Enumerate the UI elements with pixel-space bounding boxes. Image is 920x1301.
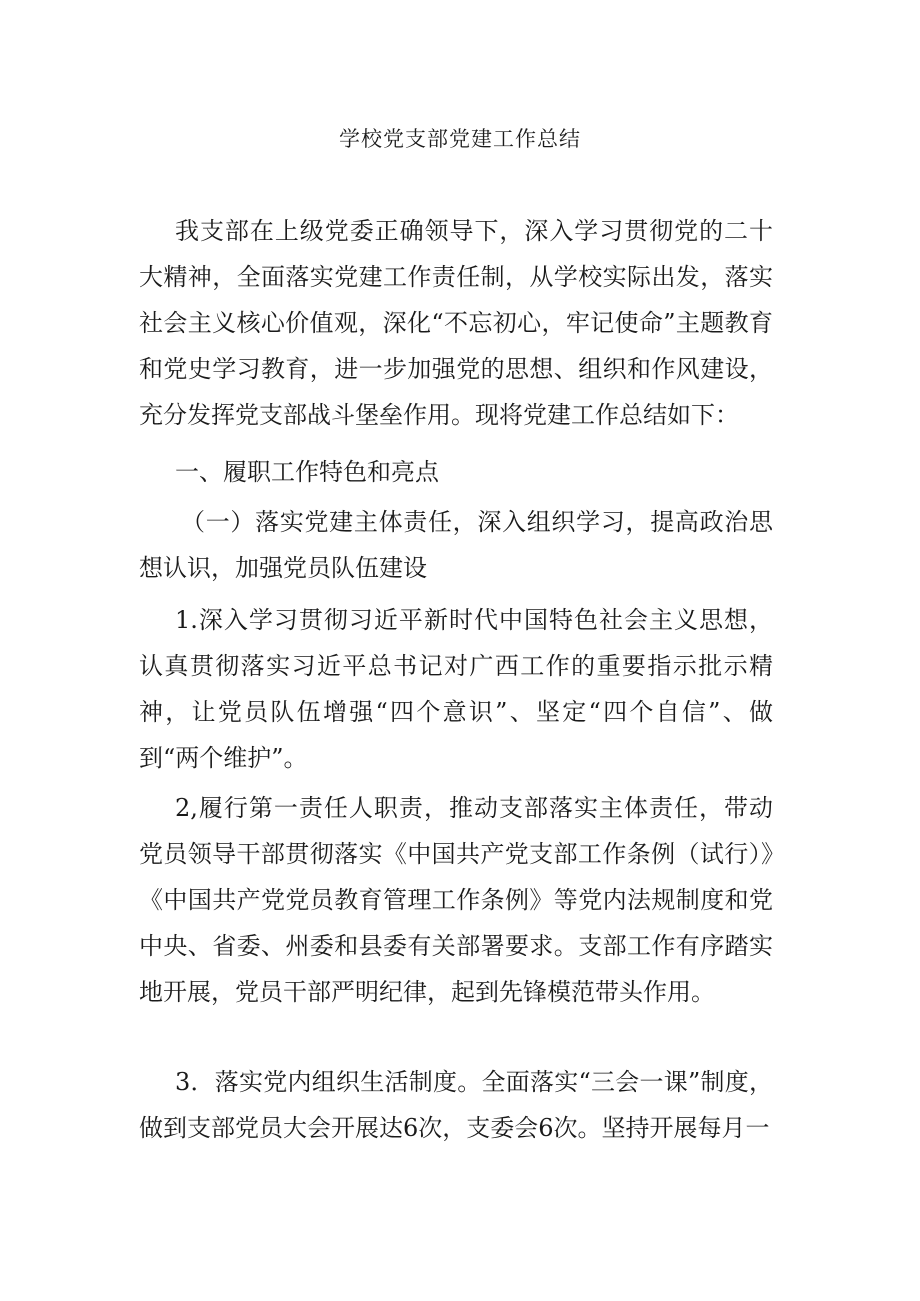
section-heading-1: 一、履职工作特色和亮点 bbox=[175, 458, 439, 486]
intro-paragraph: 我支部在上级党委正确领导下，深入学习贯彻党的二十大精神，全面落实党建工作责任制，从学校实际出发，落实社会主义核心价值观，深化“不忘初心，牢记使命”主题教育和党史学习教育，进一步加强党的思想、组织和作风建设，充分发挥党支部战斗堡垒作用。现将党建工作总结如下： bbox=[139, 217, 773, 429]
list-item-3: 3．落实党内组织生活制度。全面落实“三会一课”制度，做到支部党员大会开展达6次，支委会6次。坚持开展每月一 bbox=[139, 1068, 773, 1142]
list-item-2: 2,履行第一责任人职责，推动支部落实主体责任，带动党员领导干部贯彻落实《中国共产党支部工作条例（试行）》《中国共产党党员教育管理工作条例》等党内法规制度和党中央、省委、州委和县委有关部署要求。支部工作有序踏实地开展，党员干部严明纪律，起到先锋模范带头作用。 bbox=[139, 794, 773, 1006]
document-title: 学校党支部党建工作总结 bbox=[339, 127, 581, 151]
list-item-1: 1.深入学习贯彻习近平新时代中国特色社会主义思想，认真贯彻落实习近平总书记对广西工作的重要指示批示精神，让党员队伍增强“四个意识”、坚定“四个自信”、做到“两个维护”。 bbox=[139, 606, 773, 772]
subsection-heading-1: （一）落实党建主体责任，深入组织学习，提高政治思想认识，加强党员队伍建设 bbox=[139, 508, 773, 582]
